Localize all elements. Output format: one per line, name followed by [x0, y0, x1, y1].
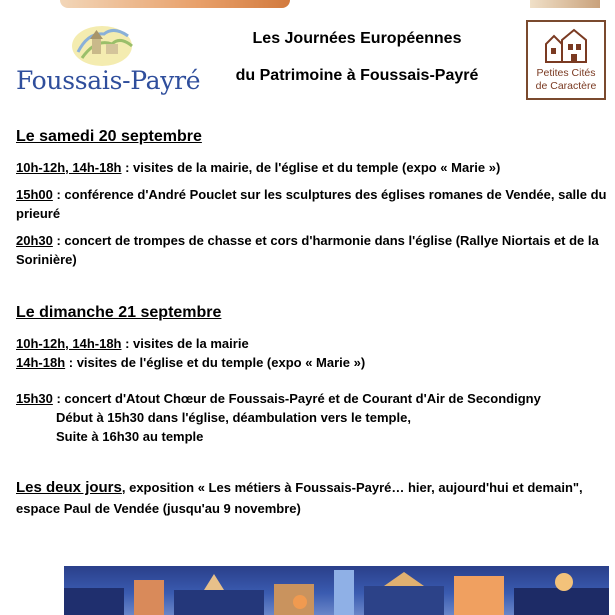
foussais-payre-logo	[16, 22, 201, 102]
village-emblem-icon	[16, 22, 192, 68]
program-content	[16, 126, 608, 518]
sunday-item: 15h30 : concert d'Atout Chœur de Foussais-Payré et de Courant d'Air de Secondigny	[16, 391, 541, 406]
petites-cites-label: Petites Cités de Caractère	[535, 67, 597, 92]
city-illustration-icon	[64, 566, 609, 615]
saturday-item: 20h30 : concert de trompes de chasse et cors d'harmonie dans l'église (Rallye Niortais et de la Sorinière)	[16, 233, 599, 267]
bottom-poster-fragment	[64, 566, 609, 615]
both-days-item: Les deux jours, exposition « Les métiers à Foussais-Payré… hier, aujourd'hui et demain", espace Paul de Vendée (jusqu'au 9 novembre)	[16, 479, 583, 516]
sunday-detail: Début à 15h30 dans l'église, déambulation vers le temple,	[56, 410, 411, 425]
title-line-2: du Patrimoine à Foussais-Payré	[235, 67, 479, 84]
sunday-item: 10h-12h, 14h-18h : visites de la mairie	[16, 336, 249, 351]
petites-cites-logo	[526, 20, 606, 100]
saturday-item: 10h-12h, 14h-18h : visites de la mairie, de l'église et du temple (expo « Marie »)	[16, 160, 501, 175]
saturday-heading: Le samedi 20 septembre	[16, 128, 202, 145]
sunday-heading: Le dimanche 21 septembre	[16, 304, 222, 321]
page-title	[196, 20, 518, 94]
saturday-item: 15h00 : conférence d'André Pouclet sur les sculptures des églises romanes de Vendée, salle du prieuré	[16, 187, 607, 221]
top-poster-fragment	[60, 0, 600, 8]
title-line-1: Les Journées Européennes	[252, 30, 462, 47]
sunday-item: 14h-18h : visites de l'église et du temple (expo « Marie »)	[16, 355, 366, 370]
castle-icon	[544, 28, 588, 64]
logo-wordmark: Foussais-Payré	[16, 66, 201, 95]
sunday-detail: Suite à 16h30 au temple	[56, 429, 204, 444]
